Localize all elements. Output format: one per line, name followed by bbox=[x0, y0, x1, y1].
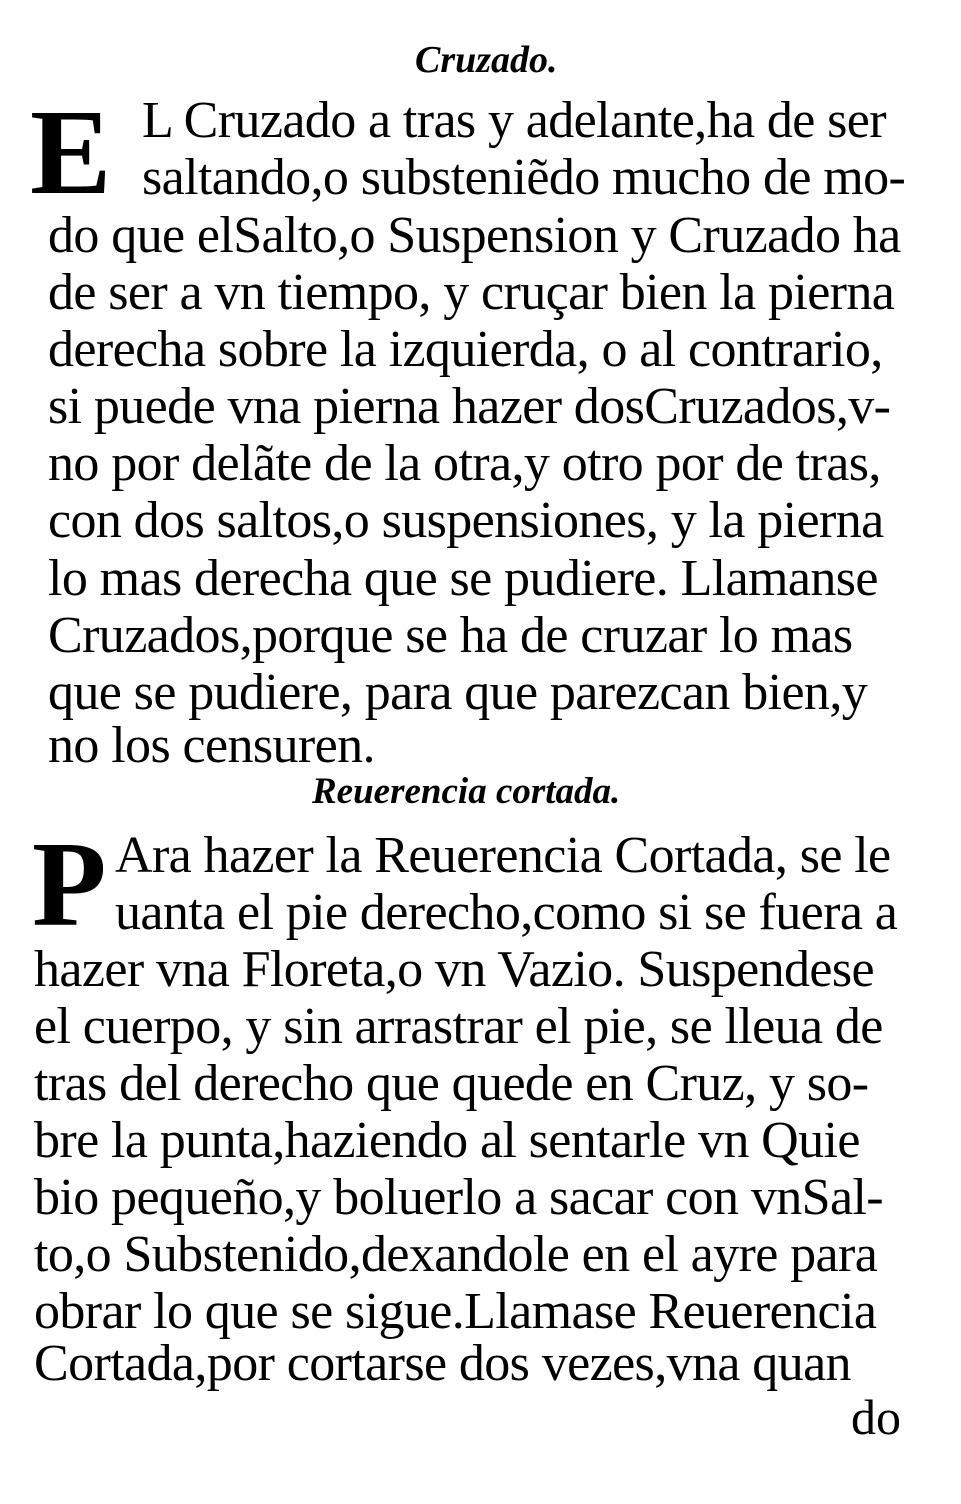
text-line: bio pequeño,y boluerlo a sacar con vnSal- bbox=[34, 1169, 884, 1226]
drop-cap-e: E bbox=[30, 85, 112, 220]
text-line: hazer vna Floreta,o vn Vazio. Suspendese bbox=[34, 941, 875, 998]
text-line: si puede vna pierna hazer dosCruzados,v- bbox=[48, 378, 891, 435]
text-line: Ara hazer la Reuerencia Cortada, se le bbox=[115, 827, 891, 884]
text-line: saltando,o substeniẽdo mucho de mo- bbox=[142, 149, 906, 206]
text-line: derecha sobre la izquierda, o al contrario, bbox=[48, 321, 883, 378]
text-line: bre la punta,haziendo al sentarle vn Quie bbox=[34, 1112, 860, 1169]
text-line: no los censuren. bbox=[48, 717, 375, 774]
text-line: Cortada,por cortarse dos vezes,vna quan bbox=[34, 1335, 851, 1392]
text-line: de ser a vn tiempo, y cruçar bien la pierna bbox=[48, 264, 895, 321]
text-line: el cuerpo, y sin arrastrar el pie, se lleua de bbox=[34, 998, 883, 1055]
text-line: lo mas derecha que se pudiere. Llamanse bbox=[48, 550, 878, 607]
catchword: do bbox=[851, 1389, 901, 1445]
text-line: que se pudiere, para que parezcan bien,y bbox=[48, 664, 868, 721]
text-line: to,o Substenido,dexandole en el ayre para bbox=[34, 1226, 878, 1283]
text-line: Cruzados,porque se ha de cruzar lo mas bbox=[48, 607, 853, 664]
text-line: L Cruzado a tras y adelante,ha de ser bbox=[142, 92, 886, 149]
text-line: do que elSalto,o Suspension y Cruzado ha bbox=[48, 207, 901, 264]
text-line: con dos saltos,o suspensiones, y la pierna bbox=[48, 492, 884, 549]
text-line: uanta el pie derecho,como si se fuera a bbox=[115, 884, 898, 941]
section-heading-reuerencia-cortada: Reuerencia cortada. bbox=[312, 771, 621, 812]
text-line: no por delãte de la otra,y otro por de tras, bbox=[48, 435, 881, 492]
text-line: obrar lo que se sigue.Llamase Reuerencia bbox=[34, 1283, 877, 1340]
text-line: tras del derecho que quede en Cruz, y so- bbox=[34, 1055, 869, 1112]
drop-cap-p: P bbox=[32, 817, 107, 952]
section-heading-cruzado: Cruzado. bbox=[415, 39, 558, 81]
